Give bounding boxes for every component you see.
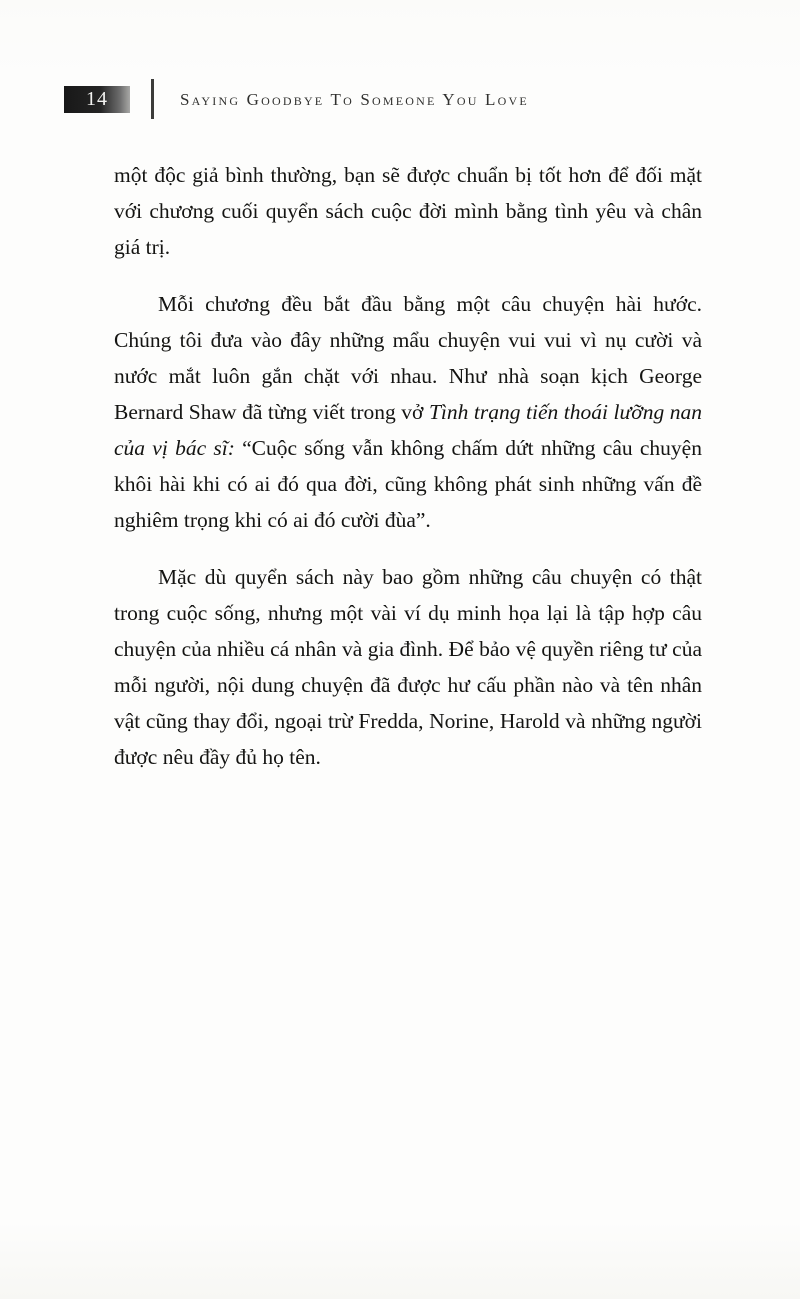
running-title: Saying Goodbye To Someone You Love bbox=[180, 90, 529, 109]
body-text bbox=[114, 157, 702, 796]
running-header bbox=[64, 78, 529, 120]
paragraph-text: một độc giả bình thường, bạn sẽ được chuẩn bị tốt hơn để đối mặt với chương cuối quyển sách cuộc đời mình bằng tình yêu và chân giá trị. bbox=[114, 163, 702, 259]
paragraph bbox=[114, 559, 702, 775]
paragraph-text: Mặc dù quyển sách này bao gồm những câu chuyện có thật trong cuộc sống, nhưng một vài ví dụ minh họa lại là tập hợp câu chuyện của nhiều cá nhân và gia đình. Để bảo vệ quyền riêng tư của mỗi người, nội dung chuyện đã được hư cấu phần nào và tên nhân vật cũng thay đổi, ngoại trừ Fredda, Norine, Harold và những người được nêu đầy đủ họ tên. bbox=[114, 565, 702, 769]
paragraph-text: Mỗi chương đều bắt đầu bằng một câu chuyện hài hước. Chúng tôi đưa vào đây những mẩu chuyện vui vui vì nụ cười và nước mắt luôn gắn chặt với nhau. Như nhà soạn kịch George Bernard Shaw đã từng viết trong vở bbox=[114, 292, 702, 424]
paragraph bbox=[114, 286, 702, 538]
paragraph-text: “Cuộc sống vẫn không chấm dứt những câu chuyện khôi hài khi có ai đó qua đời, cũng không phát sinh những vấn đề nghiêm trọng khi có ai đó cười đùa”. bbox=[114, 436, 702, 532]
header-divider bbox=[151, 79, 154, 119]
paragraph bbox=[114, 157, 702, 265]
page-number-badge: 14 bbox=[64, 86, 130, 113]
book-title-italic: Tình trạng tiến thoái lưỡng nan của vị bác sĩ: bbox=[114, 400, 702, 460]
